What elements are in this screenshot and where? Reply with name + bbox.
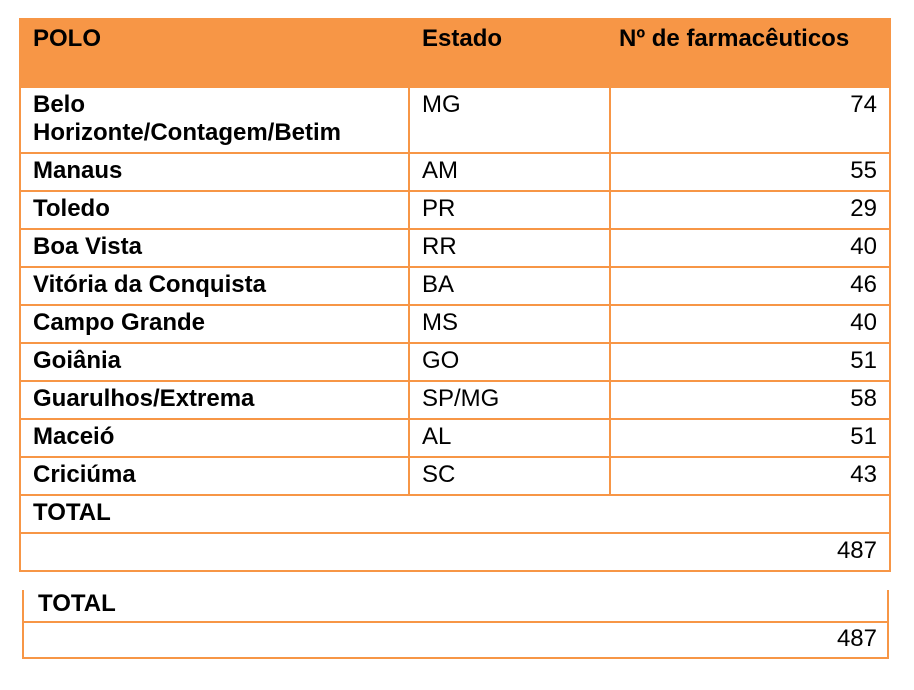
total-repeat-value: 487 <box>836 625 877 652</box>
table-header <box>20 19 890 87</box>
cell-polo: Guarulhos/Extrema <box>20 381 409 419</box>
cell-estado: SP/MG <box>409 381 610 419</box>
header-num-farmaceuticos: Nº de farmacêuticos <box>610 19 890 87</box>
cell-num: 29 <box>610 191 890 229</box>
cell-polo: Belo Horizonte/Contagem/Betim <box>20 87 409 153</box>
table-row <box>20 191 890 229</box>
cell-num: 55 <box>610 153 890 191</box>
cell-estado: AM <box>409 153 610 191</box>
table-row <box>20 229 890 267</box>
cell-polo: Manaus <box>20 153 409 191</box>
cell-num: 74 <box>610 87 890 153</box>
cell-estado: PR <box>409 191 610 229</box>
cell-estado: AL <box>409 419 610 457</box>
table-row <box>20 153 890 191</box>
table-row <box>20 267 890 305</box>
pharmacists-table <box>19 18 891 572</box>
cell-num: 51 <box>610 419 890 457</box>
cell-polo: Vitória da Conquista <box>20 267 409 305</box>
cell-estado: MG <box>409 87 610 153</box>
total-repeat-label: TOTAL <box>38 590 116 617</box>
cell-polo: Goiânia <box>20 343 409 381</box>
header-estado: Estado <box>409 19 610 87</box>
table-row <box>20 343 890 381</box>
cell-polo: Campo Grande <box>20 305 409 343</box>
cell-estado: BA <box>409 267 610 305</box>
total-repeat-label-row <box>22 590 889 623</box>
cell-estado: GO <box>409 343 610 381</box>
cell-num: 40 <box>610 229 890 267</box>
cell-estado: SC <box>409 457 610 495</box>
cell-estado: RR <box>409 229 610 267</box>
table-row <box>20 457 890 495</box>
total-value: 487 <box>20 533 890 571</box>
cell-num: 40 <box>610 305 890 343</box>
total-label: TOTAL <box>20 495 890 533</box>
cell-polo: Criciúma <box>20 457 409 495</box>
cell-estado: MS <box>409 305 610 343</box>
header-row <box>20 19 890 87</box>
cell-num: 51 <box>610 343 890 381</box>
cell-polo: Toledo <box>20 191 409 229</box>
cell-num: 58 <box>610 381 890 419</box>
cell-polo: Boa Vista <box>20 229 409 267</box>
cell-polo: Maceió <box>20 419 409 457</box>
table-row <box>20 305 890 343</box>
cell-num: 46 <box>610 267 890 305</box>
total-value-row <box>20 533 890 571</box>
total-label-row <box>20 495 890 533</box>
table-row <box>20 87 890 153</box>
cell-num: 43 <box>610 457 890 495</box>
total-repeat-block <box>22 590 889 660</box>
total-repeat-value-row <box>22 621 889 659</box>
table-body <box>20 87 890 571</box>
table-row <box>20 419 890 457</box>
table-row <box>20 381 890 419</box>
header-polo: POLO <box>20 19 409 87</box>
